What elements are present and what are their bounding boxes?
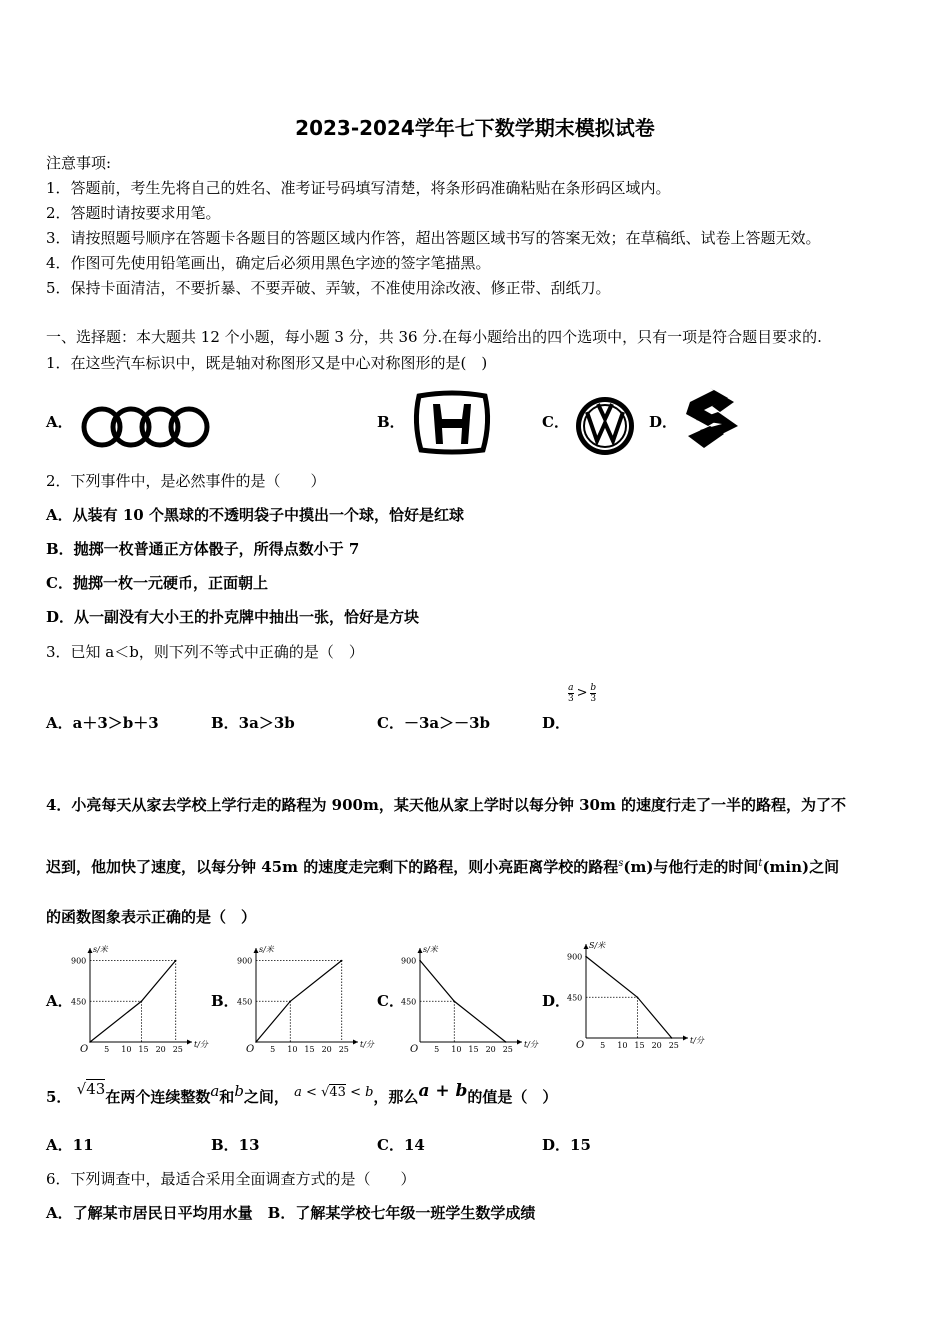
origin-label: O bbox=[410, 1044, 419, 1055]
frac-num: b bbox=[590, 683, 597, 693]
q4-graph-c bbox=[400, 944, 538, 1056]
x-tick-label: 15 bbox=[634, 1041, 645, 1050]
var-s: s bbox=[618, 858, 624, 869]
y-tick-label: 900 bbox=[567, 952, 583, 962]
notice-item: 4．作图可先使用铅笔画出，确定后必须用黑色字迹的签字笔描黑。 bbox=[46, 254, 491, 272]
q4-option-c: C． bbox=[377, 992, 404, 1010]
x-tick-label: 25 bbox=[338, 1045, 349, 1054]
x-tick-label: 20 bbox=[485, 1045, 496, 1054]
x-tick-label: 20 bbox=[321, 1045, 332, 1054]
x-axis-arrow bbox=[353, 1040, 358, 1045]
q1-option-d: D． bbox=[649, 413, 678, 431]
sqrt-expression: √43 bbox=[76, 1080, 106, 1098]
y-tick-label: 900 bbox=[237, 956, 253, 966]
data-point bbox=[141, 1000, 143, 1002]
y-tick-label: 450 bbox=[401, 997, 417, 1007]
y-tick-label: 900 bbox=[71, 956, 87, 966]
q5-stem bbox=[46, 1080, 558, 1107]
y-axis-label: s/米 bbox=[93, 945, 108, 954]
data-point bbox=[505, 1041, 507, 1043]
q6-stem: 6．下列调查中，最适合采用全面调查方式的是（ ） bbox=[46, 1170, 416, 1188]
q4-option-b: B． bbox=[211, 992, 239, 1010]
frac-den: 3 bbox=[590, 694, 597, 704]
x-axis-arrow bbox=[683, 1036, 688, 1041]
x-tick-label: 5 bbox=[270, 1045, 276, 1054]
q1-stem: 1．在这些汽车标识中，既是轴对称图形又是中心对称图形的是( ) bbox=[46, 354, 488, 372]
y-tick-label: 450 bbox=[71, 997, 87, 1007]
x-axis-label: t/分 bbox=[690, 1036, 704, 1045]
x-tick-label: 25 bbox=[172, 1045, 183, 1054]
x-tick-label: 5 bbox=[104, 1045, 110, 1054]
volkswagen-logo bbox=[574, 395, 636, 457]
x-tick-label: 15 bbox=[138, 1045, 149, 1054]
var-t: t bbox=[758, 858, 763, 869]
y-tick-label: 900 bbox=[401, 956, 417, 966]
q3-option-c: C．－3a＞－3b bbox=[377, 714, 491, 732]
sqrt-radicand: 43 bbox=[329, 1085, 346, 1100]
ineq-left: a < bbox=[294, 1085, 317, 1100]
data-point bbox=[175, 960, 177, 962]
x-tick-label: 10 bbox=[287, 1045, 298, 1054]
x-tick-label: 20 bbox=[155, 1045, 166, 1054]
x-axis-label: t/分 bbox=[194, 1040, 208, 1049]
x-tick-label: 10 bbox=[121, 1045, 132, 1054]
q1-option-a: A． bbox=[46, 413, 73, 431]
x-tick-label: 20 bbox=[651, 1041, 662, 1050]
q5-text: 的值是（ ） bbox=[467, 1088, 558, 1106]
audi-logo bbox=[80, 405, 212, 449]
q4-option-d: D． bbox=[542, 992, 571, 1010]
q4-text: (min)之间 bbox=[762, 858, 840, 876]
q2-option-b: B．抛掷一枚普通正方体骰子，所得点数小于 7 bbox=[46, 540, 360, 558]
q5-option-a: A．11 bbox=[46, 1136, 94, 1154]
q4-graph-a bbox=[70, 944, 208, 1056]
y-axis-label: s/米 bbox=[259, 945, 274, 954]
sum-expression: a + b bbox=[418, 1081, 468, 1101]
data-point bbox=[671, 1037, 673, 1039]
q2-option-a: A．从装有 10 个黑球的不透明袋子中摸出一个球，恰好是红球 bbox=[46, 506, 464, 524]
y-axis-arrow bbox=[88, 948, 93, 953]
sqrt-radicand: 43 bbox=[86, 1080, 106, 1098]
q4-line1: 4．小亮每天从家去学校上学行走的路程为 900m，某天他从家上学时以每分钟 30m 的速度行走了一半的路程，为了不 bbox=[46, 796, 847, 814]
q2-option-d: D．从一副没有大小王的扑克牌中抽出一张，恰好是方块 bbox=[46, 608, 420, 626]
q4-graph-b bbox=[236, 944, 374, 1056]
q4-text: (m)与他行走的时间 bbox=[623, 858, 759, 876]
x-tick-label: 15 bbox=[304, 1045, 315, 1054]
y-axis-label: S/米 bbox=[589, 941, 606, 950]
data-point bbox=[585, 956, 587, 958]
notice-item: 3．请按照题号顺序在答题卡各题目的答题区域内作答，超出答题区域书写的答案无效；在草稿纸、试卷上答题无效。 bbox=[46, 229, 821, 247]
x-tick-label: 25 bbox=[668, 1041, 679, 1050]
x-axis-label: t/分 bbox=[524, 1040, 538, 1049]
y-axis-arrow bbox=[584, 944, 589, 949]
data-point bbox=[453, 1000, 455, 1002]
data-point bbox=[419, 960, 421, 962]
x-axis-arrow bbox=[517, 1040, 522, 1045]
data-point bbox=[637, 996, 639, 998]
inequality: a < √43 < b bbox=[294, 1085, 374, 1100]
notice-item: 5．保持卡面清洁，不要折暴、不要弄破、弄皱，不准使用涂改液、修正带、刮纸刀。 bbox=[46, 279, 611, 297]
q3-option-b: B．3a＞3b bbox=[211, 714, 295, 732]
q4-graph-d bbox=[566, 940, 706, 1056]
origin-label: O bbox=[576, 1040, 585, 1051]
page-title: 2023-2024学年七下数学期末模拟试卷 bbox=[295, 116, 655, 140]
x-tick-label: 5 bbox=[434, 1045, 440, 1054]
y-axis-arrow bbox=[254, 948, 259, 953]
q5-text: 和 bbox=[219, 1088, 235, 1106]
x-tick-label: 15 bbox=[468, 1045, 479, 1054]
q4-option-a: A． bbox=[46, 992, 73, 1010]
ineq-right: < b bbox=[350, 1085, 374, 1100]
y-tick-label: 450 bbox=[237, 997, 253, 1007]
q4-line2 bbox=[46, 856, 839, 877]
data-point bbox=[289, 1000, 291, 1002]
q5-num: 5． bbox=[46, 1088, 72, 1106]
q1-option-c: C． bbox=[542, 413, 569, 431]
q5-option-d: D．15 bbox=[542, 1136, 591, 1154]
q1-option-b: B． bbox=[377, 413, 405, 431]
q4-text: 迟到，他加快了速度，以每分钟 45m 的速度走完剩下的路程，则小亮距离学校的路程 bbox=[46, 858, 619, 876]
q3-stem: 3．已知 a＜b，则下列不等式中正确的是（ ） bbox=[46, 643, 364, 661]
y-axis-arrow bbox=[418, 948, 423, 953]
q5-text: 之间， bbox=[243, 1088, 289, 1106]
x-axis-label: t/分 bbox=[360, 1040, 374, 1049]
suzuki-logo bbox=[684, 386, 740, 452]
data-point bbox=[341, 960, 343, 962]
notice-heading: 注意事项: bbox=[46, 154, 112, 172]
data-point bbox=[255, 1041, 257, 1043]
frac-num: a bbox=[568, 683, 574, 693]
x-tick-label: 5 bbox=[600, 1041, 606, 1050]
q3-option-a: A．a＋3＞b＋3 bbox=[46, 714, 159, 732]
x-tick-label: 10 bbox=[617, 1041, 628, 1050]
q5-text: 在两个连续整数 bbox=[105, 1088, 211, 1106]
q3-d-expression bbox=[568, 683, 596, 704]
origin-label: O bbox=[246, 1044, 255, 1055]
y-axis-label: s/米 bbox=[423, 945, 438, 954]
x-tick-label: 25 bbox=[502, 1045, 513, 1054]
var-b: b bbox=[234, 1082, 244, 1100]
x-axis-arrow bbox=[187, 1040, 192, 1045]
q3-option-d: D． bbox=[542, 714, 571, 732]
notice-item: 2．答题时请按要求用笔。 bbox=[46, 204, 221, 222]
origin-label: O bbox=[80, 1044, 89, 1055]
gt-sign: > bbox=[576, 685, 588, 701]
x-tick-label: 10 bbox=[451, 1045, 462, 1054]
q5-text: ，那么 bbox=[373, 1088, 419, 1106]
q2-option-c: C．抛掷一枚一元硬币，正面朝上 bbox=[46, 574, 268, 592]
data-point bbox=[89, 1041, 91, 1043]
q5-option-c: C．14 bbox=[377, 1136, 425, 1154]
honda-logo bbox=[413, 392, 491, 454]
q4-line3: 的函数图象表示正确的是（ ） bbox=[46, 908, 257, 926]
y-tick-label: 450 bbox=[567, 993, 583, 1003]
notice-item: 1．答题前，考生先将自己的姓名、准考证号码填写清楚，将条形码准确粘贴在条形码区域内。 bbox=[46, 179, 671, 197]
section-heading: 一、选择题：本大题共 12 个小题，每小题 3 分，共 36 分.在每小题给出的四个选项中，只有一项是符合题目要求的. bbox=[46, 328, 822, 346]
frac-den: 3 bbox=[568, 694, 574, 704]
q6-options: A．了解某市居民日平均用水量 B．了解某学校七年级一班学生数学成绩 bbox=[46, 1204, 536, 1222]
var-a: a bbox=[210, 1082, 220, 1100]
q2-stem: 2．下列事件中，是必然事件的是（ ） bbox=[46, 472, 326, 490]
q5-option-b: B．13 bbox=[211, 1136, 260, 1154]
